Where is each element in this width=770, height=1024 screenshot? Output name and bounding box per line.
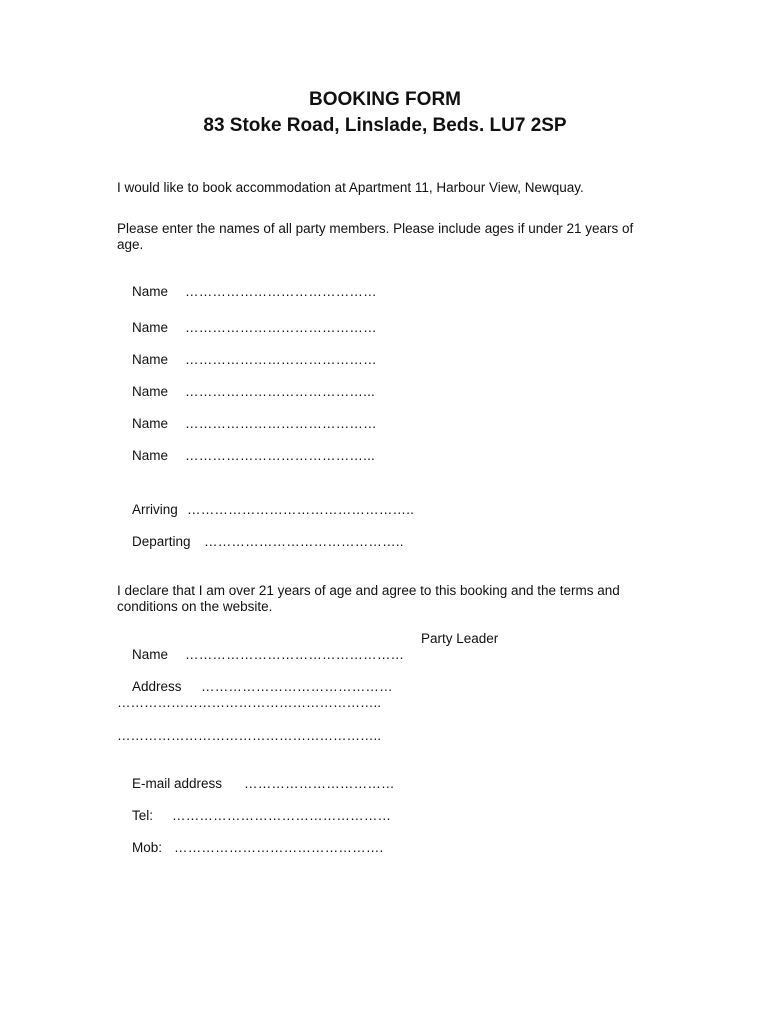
name-field[interactable]: …………………………………... [185,384,375,399]
name-field[interactable]: …………………………………... [185,448,375,463]
arriving-label: Arriving [132,502,178,517]
intro-text: I would like to book accommodation at Apartment 11, Harbour View, Newquay. [117,180,584,195]
declaration-text: I declare that I am over 21 years of age and agree to this booking and the terms and conditions on the website. [117,583,620,614]
name-label: Name [132,352,169,367]
departing-field[interactable]: …………………………………….. [204,534,404,549]
address-label: Address [132,679,182,694]
mob-field[interactable]: ………………………………………. [174,840,384,855]
name-field[interactable]: …………………………………… [185,352,377,367]
name-field[interactable]: …………………………………… [185,284,377,299]
party-leader-label: Party Leader [421,631,499,646]
name-label: Name [132,448,169,463]
address-field[interactable]: …………………………………… [201,679,393,694]
email-field[interactable]: …………………………… [244,776,395,791]
leader-name-label: Name [132,647,169,662]
arriving-field[interactable]: ………………………………………….. [187,502,415,517]
form-title: BOOKING FORM [309,89,461,110]
name-label: Name [132,284,169,299]
mob-label: Mob: [132,840,163,855]
mob-row[interactable] [117,824,383,872]
leader-name-field[interactable]: ………………………………………… [185,647,405,662]
party-member-row[interactable] [117,432,375,480]
party-instructions: Please enter the names of all party members. Please include ages if under 21 years of age. [117,221,634,252]
name-label: Name [132,320,169,335]
email-label: E-mail address [132,776,223,791]
name-label: Name [132,384,169,399]
address-line-2[interactable]: ………………………………………………….. [117,695,382,710]
tel-label: Tel: [132,808,154,823]
name-field[interactable]: …………………………………… [185,320,377,335]
departing-row[interactable] [117,518,404,566]
tel-field[interactable]: ………………………………………… [172,808,392,823]
departing-label: Departing [132,534,191,549]
name-field[interactable]: …………………………………… [185,416,377,431]
form-address: 83 Stoke Road, Linslade, Beds. LU7 2SP [203,115,567,136]
address-line-3[interactable]: ………………………………………………….. [117,728,382,743]
name-label: Name [132,416,169,431]
